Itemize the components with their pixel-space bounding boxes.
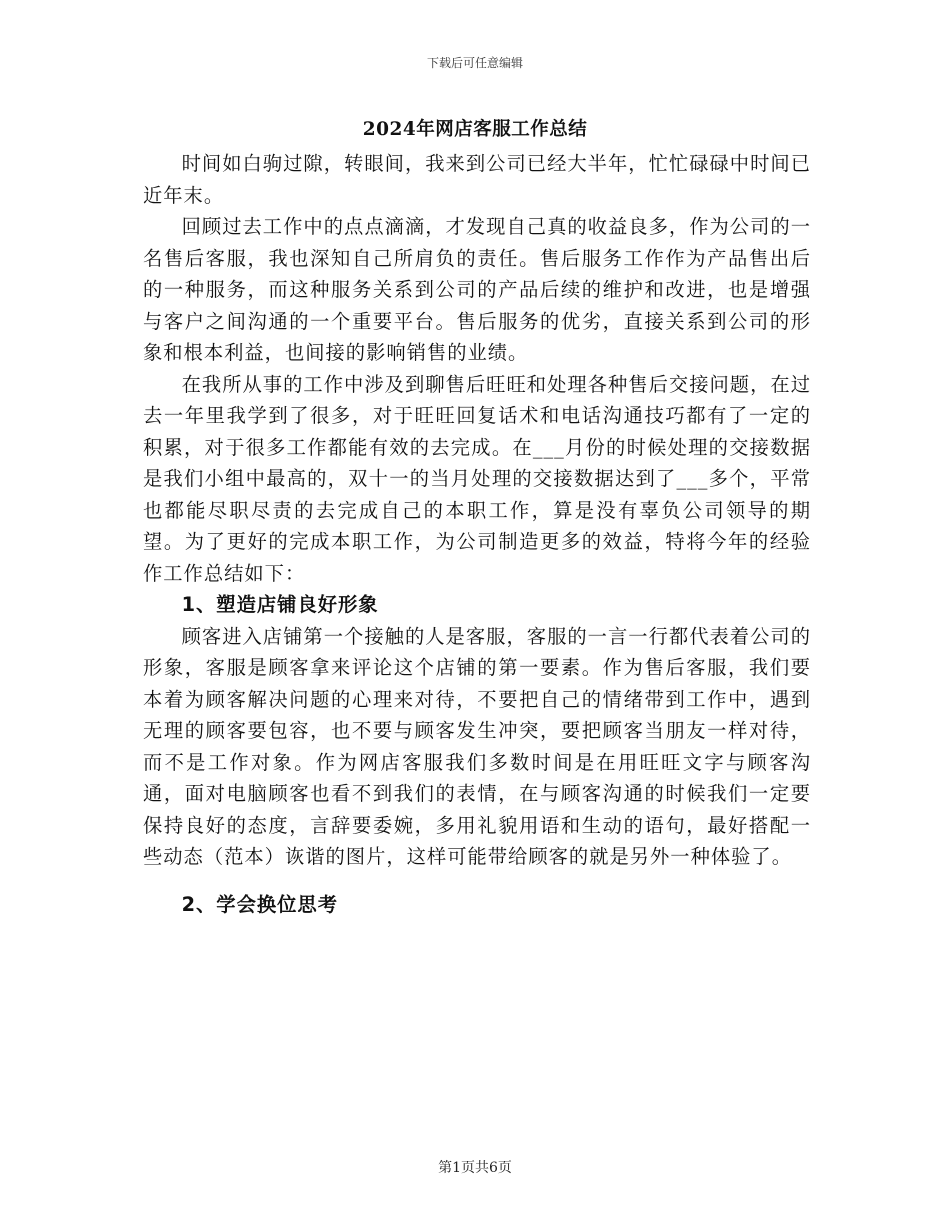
document-body	[143, 148, 811, 920]
work-summary-paragraph: 在我所从事的工作中涉及到聊售后旺旺和处理各种售后交接问题，在过去一年里我学到了很多，对于旺旺回复话术和电话沟通技巧都有了一定的积累，对于很多工作都能有效的去完成。在___月份的时候处理的交接数据是我们小组中最高的，双十一的当月处理的交接数据达到了___多个，平常也都能尽职尽责的去完成自己的本职工作，算是没有辜负公司领导的期望。为了更好的完成本职工作，为公司制造更多的效益，特将今年的经验作工作总结如下：	[143, 372, 811, 585]
section-1-paragraph: 顾客进入店铺第一个接触的人是客服，客服的一言一行都代表着公司的形象，客服是顾客拿来评论这个店铺的第一要素。作为售后客服，我们要本着为顾客解决问题的心理来对待，不要把自己的情绪带到工作中，遇到无理的顾客要包容，也不要与顾客发生冲突，要把顾客当朋友一样对待，而不是工作对象。作为网店客服我们多数时间是在用旺旺文字与顾客沟通，面对电脑顾客也看不到我们的表情，在与顾客沟通的时候我们一定要保持良好的态度，言辞要委婉，多用礼貌用语和生动的语句，最好搭配一些动态（范本）诙谐的图片，这样可能带给顾客的就是另外一种体验了。	[143, 624, 811, 868]
review-paragraph: 回顾过去工作中的点点滴滴，才发现自己真的收益良多，作为公司的一名售后客服，我也深知自己所肩负的责任。售后服务工作作为产品售出后的一种服务，而这种服务关系到公司的产品后续的维护和改进，也是增强与客户之间沟通的一个重要平台。售后服务的优劣，直接关系到公司的形象和根本利益，也间接的影响销售的业绩。	[143, 215, 811, 364]
page-number: 第1页共6页	[438, 1160, 512, 1176]
section-1-heading: 1、塑造店铺良好形象	[181, 593, 379, 616]
section-2-heading: 2、学会换位思考	[181, 892, 338, 916]
page-header-note: 下载后可任意编辑	[426, 56, 523, 70]
intro-paragraph: 时间如白驹过隙，转眼间，我来到公司已经大半年，忙忙碌碌中时间已近年末。	[143, 152, 811, 207]
document-title: 2024年网店客服工作总结	[362, 119, 588, 140]
